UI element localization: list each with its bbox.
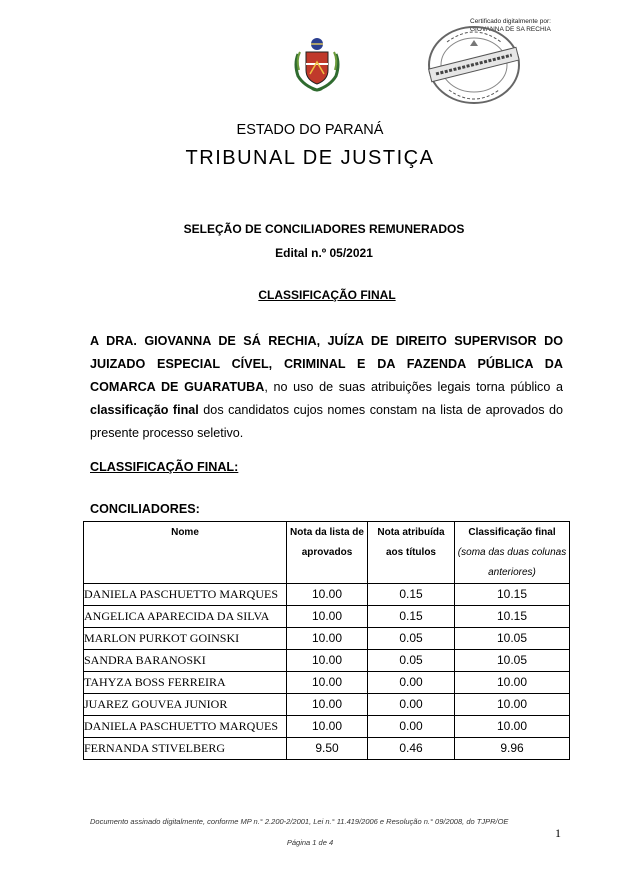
- title-score: 0.05: [368, 650, 455, 672]
- title-score: 0.05: [368, 628, 455, 650]
- court-name: TRIBUNAL DE JUSTIÇA: [185, 147, 435, 169]
- final-score: 10.00: [455, 716, 570, 738]
- candidate-name: DANIELA PASCHUETTO MARQUES: [84, 584, 287, 606]
- page-number: 1: [555, 826, 561, 840]
- header-final-classification: Classificação final (soma das duas colunas anteriores): [455, 522, 570, 584]
- list-score: 10.00: [287, 650, 368, 672]
- judge-intro: A DRA. GIOVANNA DE SÁ RECHIA, JUÍZA DE DIREITO SUPERVISOR DO JUIZADO ESPECIAL CÍVEL, CRIMINAL E DA FAZENDA PÚBLICA DA COMARCA DE GUARATUBA: [90, 334, 563, 394]
- final-score: 10.00: [455, 694, 570, 716]
- final-classification-title: CLASSIFICAÇÃO FINAL: [258, 288, 396, 302]
- title-score: 0.15: [368, 606, 455, 628]
- court-seal-stamp-icon: [425, 22, 523, 108]
- header-final-note: (soma das duas colunas anteriores): [457, 547, 567, 578]
- certificate-line-1: Certificado digitalmente por:: [470, 18, 551, 25]
- list-score: 10.00: [287, 606, 368, 628]
- parana-coat-of-arms-icon: [292, 34, 342, 94]
- list-score: 10.00: [287, 628, 368, 650]
- title-score: 0.46: [368, 738, 455, 760]
- list-score: 10.00: [287, 716, 368, 738]
- subsection-heading: CONCILIADORES:: [90, 502, 200, 516]
- paragraph-text-1: , no uso de suas atribuições legais torna público a: [264, 380, 563, 394]
- edital-number: Edital n.º 05/2021: [275, 246, 373, 260]
- list-score: 9.50: [287, 738, 368, 760]
- selection-title: SELEÇÃO DE CONCILIADORES REMUNERADOS: [183, 222, 465, 236]
- paragraph-emphasis: classificação final: [90, 403, 199, 417]
- table-row: [84, 628, 570, 650]
- table-row: [84, 738, 570, 760]
- announcement-paragraph: [90, 330, 563, 445]
- title-score: 0.00: [368, 672, 455, 694]
- header-title-score: Nota atribuída aos títulos: [368, 522, 455, 584]
- candidate-name: ANGELICA APARECIDA DA SILVA: [84, 606, 287, 628]
- list-score: 10.00: [287, 694, 368, 716]
- candidate-name: DANIELA PASCHUETTO MARQUES: [84, 716, 287, 738]
- list-score: 10.00: [287, 672, 368, 694]
- candidate-name: FERNANDA STIVELBERG: [84, 738, 287, 760]
- title-score: 0.00: [368, 716, 455, 738]
- table-row: [84, 606, 570, 628]
- header-name: Nome: [84, 522, 287, 584]
- final-score: 9.96: [455, 738, 570, 760]
- candidate-name: SANDRA BARANOSKI: [84, 650, 287, 672]
- final-score: 10.00: [455, 672, 570, 694]
- classification-table: [83, 521, 570, 760]
- title-score: 0.15: [368, 584, 455, 606]
- title-score: 0.00: [368, 694, 455, 716]
- table-row: [84, 672, 570, 694]
- state-name: ESTADO DO PARANÁ: [236, 122, 384, 138]
- final-score: 10.05: [455, 628, 570, 650]
- final-score: 10.15: [455, 606, 570, 628]
- header-list-score: Nota da lista de aprovados: [287, 522, 368, 584]
- paragraph-text-2: dos candidatos cujos nomes constam na lista de aprovados do presente processo seletivo.: [90, 403, 563, 440]
- table-header-row: [84, 522, 570, 584]
- certificate-signer: GIOVANNA DE SA RECHIA: [470, 26, 551, 33]
- page-indicator: Página 1 de 4: [286, 838, 334, 847]
- table-row: [84, 694, 570, 716]
- digital-signature-footer: Documento assinado digitalmente, conforme MP n.° 2.200-2/2001, Lei n.° 11.419/2006 e Resolução n.° 09/2008, do TJPR/OE: [90, 817, 509, 826]
- final-score: 10.05: [455, 650, 570, 672]
- candidate-name: MARLON PURKOT GOINSKI: [84, 628, 287, 650]
- final-score: 10.15: [455, 584, 570, 606]
- table-row: [84, 650, 570, 672]
- table-row: [84, 584, 570, 606]
- list-score: 10.00: [287, 584, 368, 606]
- candidate-name: JUAREZ GOUVEA JUNIOR: [84, 694, 287, 716]
- candidate-name: TAHYZA BOSS FERREIRA: [84, 672, 287, 694]
- table-row: [84, 716, 570, 738]
- section-heading: CLASSIFICAÇÃO FINAL:: [90, 460, 239, 474]
